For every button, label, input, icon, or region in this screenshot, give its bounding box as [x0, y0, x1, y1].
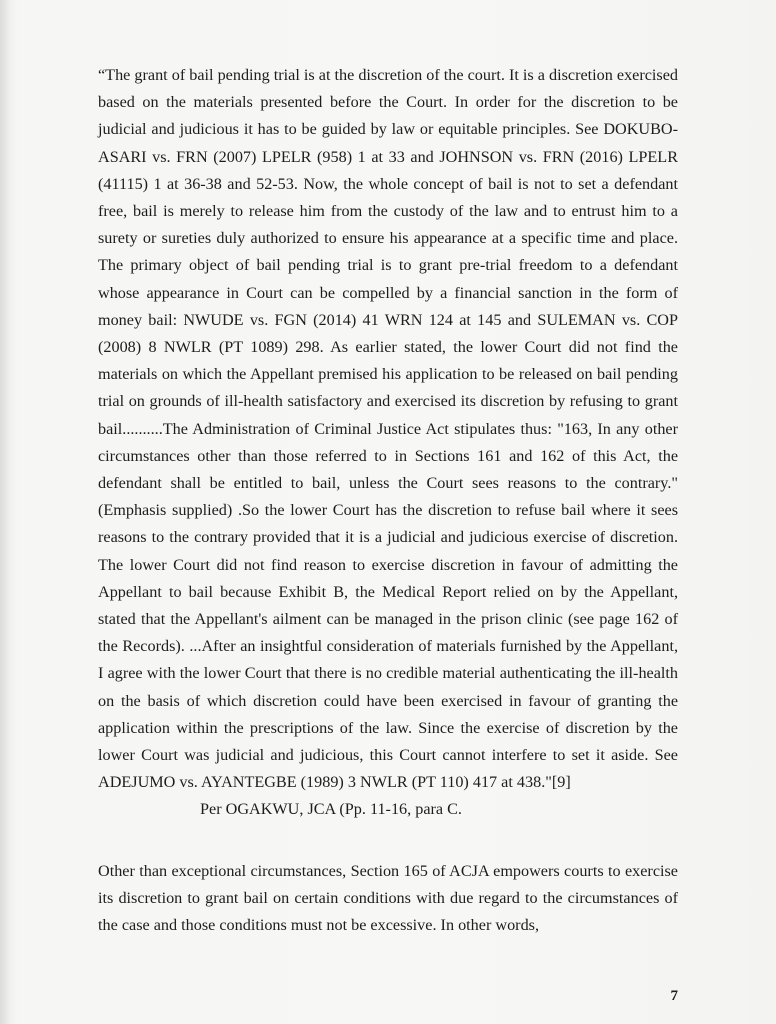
quoted-judgment-paragraph: “The grant of bail pending trial is at the discretion of the court. It is a discretion exercised based on the materials presented before the Court. In order for the discretion to be judicial and judicious it has to be guided by law or equitable principles. See DOKUBO-ASARI vs. FRN (2007) LPELR (958) 1 at 33 and JOHNSON vs. FRN (2016) LPELR (41115) 1 at 36-38 and 52-53. Now, the whole concept of bail is not to set a defendant free, bail is merely to release him from the custody of the law and to entrust him to a surety or sureties duly authorized to ensure his appearance at a specific time and place. The primary object of bail pending trial is to grant pre-trial freedom to a defendant whose appearance in Court can be compelled by a financial sanction in the form of money bail: NWUDE vs. FGN (2014) 41 WRN 124 at 145 and SULEMAN vs. COP (2008) 8 NWLR (PT 1089) 298. As earlier stated, the lower Court did not find the materials on which the Appellant premised his application to be released on bail pending trial on grounds of ill-health satisfactory and exercised its discretion by refusing to grant bail..........The Administration of Criminal Justice Act stipulates thus: "163, In any other circumstances other than those referred to in Sections 161 and 162 of this Act, the defendant shall be entitled to bail, unless the Court sees reasons to the contrary." (Emphasis supplied) .So the lower Court has the discretion to refuse bail where it sees reasons to the contrary provided that it is a judicial and judicious exercise of discretion. The lower Court did not find reason to exercise discretion in favour of admitting the Appellant to bail because Exhibit B, the Medical Report relied on by the Appellant, stated that the Appellant's ailment can be managed in the prison clinic (see page 162 of the Records). ...After an insightful consideration of materials furnished by the Appellant, I agree with the lower Court that there is no credible material authenticating the ill-health on the basis of which discretion could have been exercised in favour of granting the application within the prescriptions of the law. Since the exercise of discretion by the lower Court was judicial and judicious, this Court cannot interfere to set it aside. See ADEJUMO vs. AYANTEGBE (1989) 3 NWLR (PT 110) 417 at 438."[9]	[98, 66, 678, 792]
page-shadow-edge	[0, 0, 10, 1024]
judgment-citation: Per OGAKWU, JCA (Pp. 11-16, para C.	[200, 800, 462, 819]
body-paragraph: Other than exceptional circumstances, Section 165 of ACJA empowers courts to exercise its discretion to grant bail on certain conditions with due regard to the circumstances of the case and those conditions must not be excessive. In other words,	[98, 861, 678, 935]
page-content	[98, 62, 678, 939]
page-number: 7	[670, 988, 678, 1004]
